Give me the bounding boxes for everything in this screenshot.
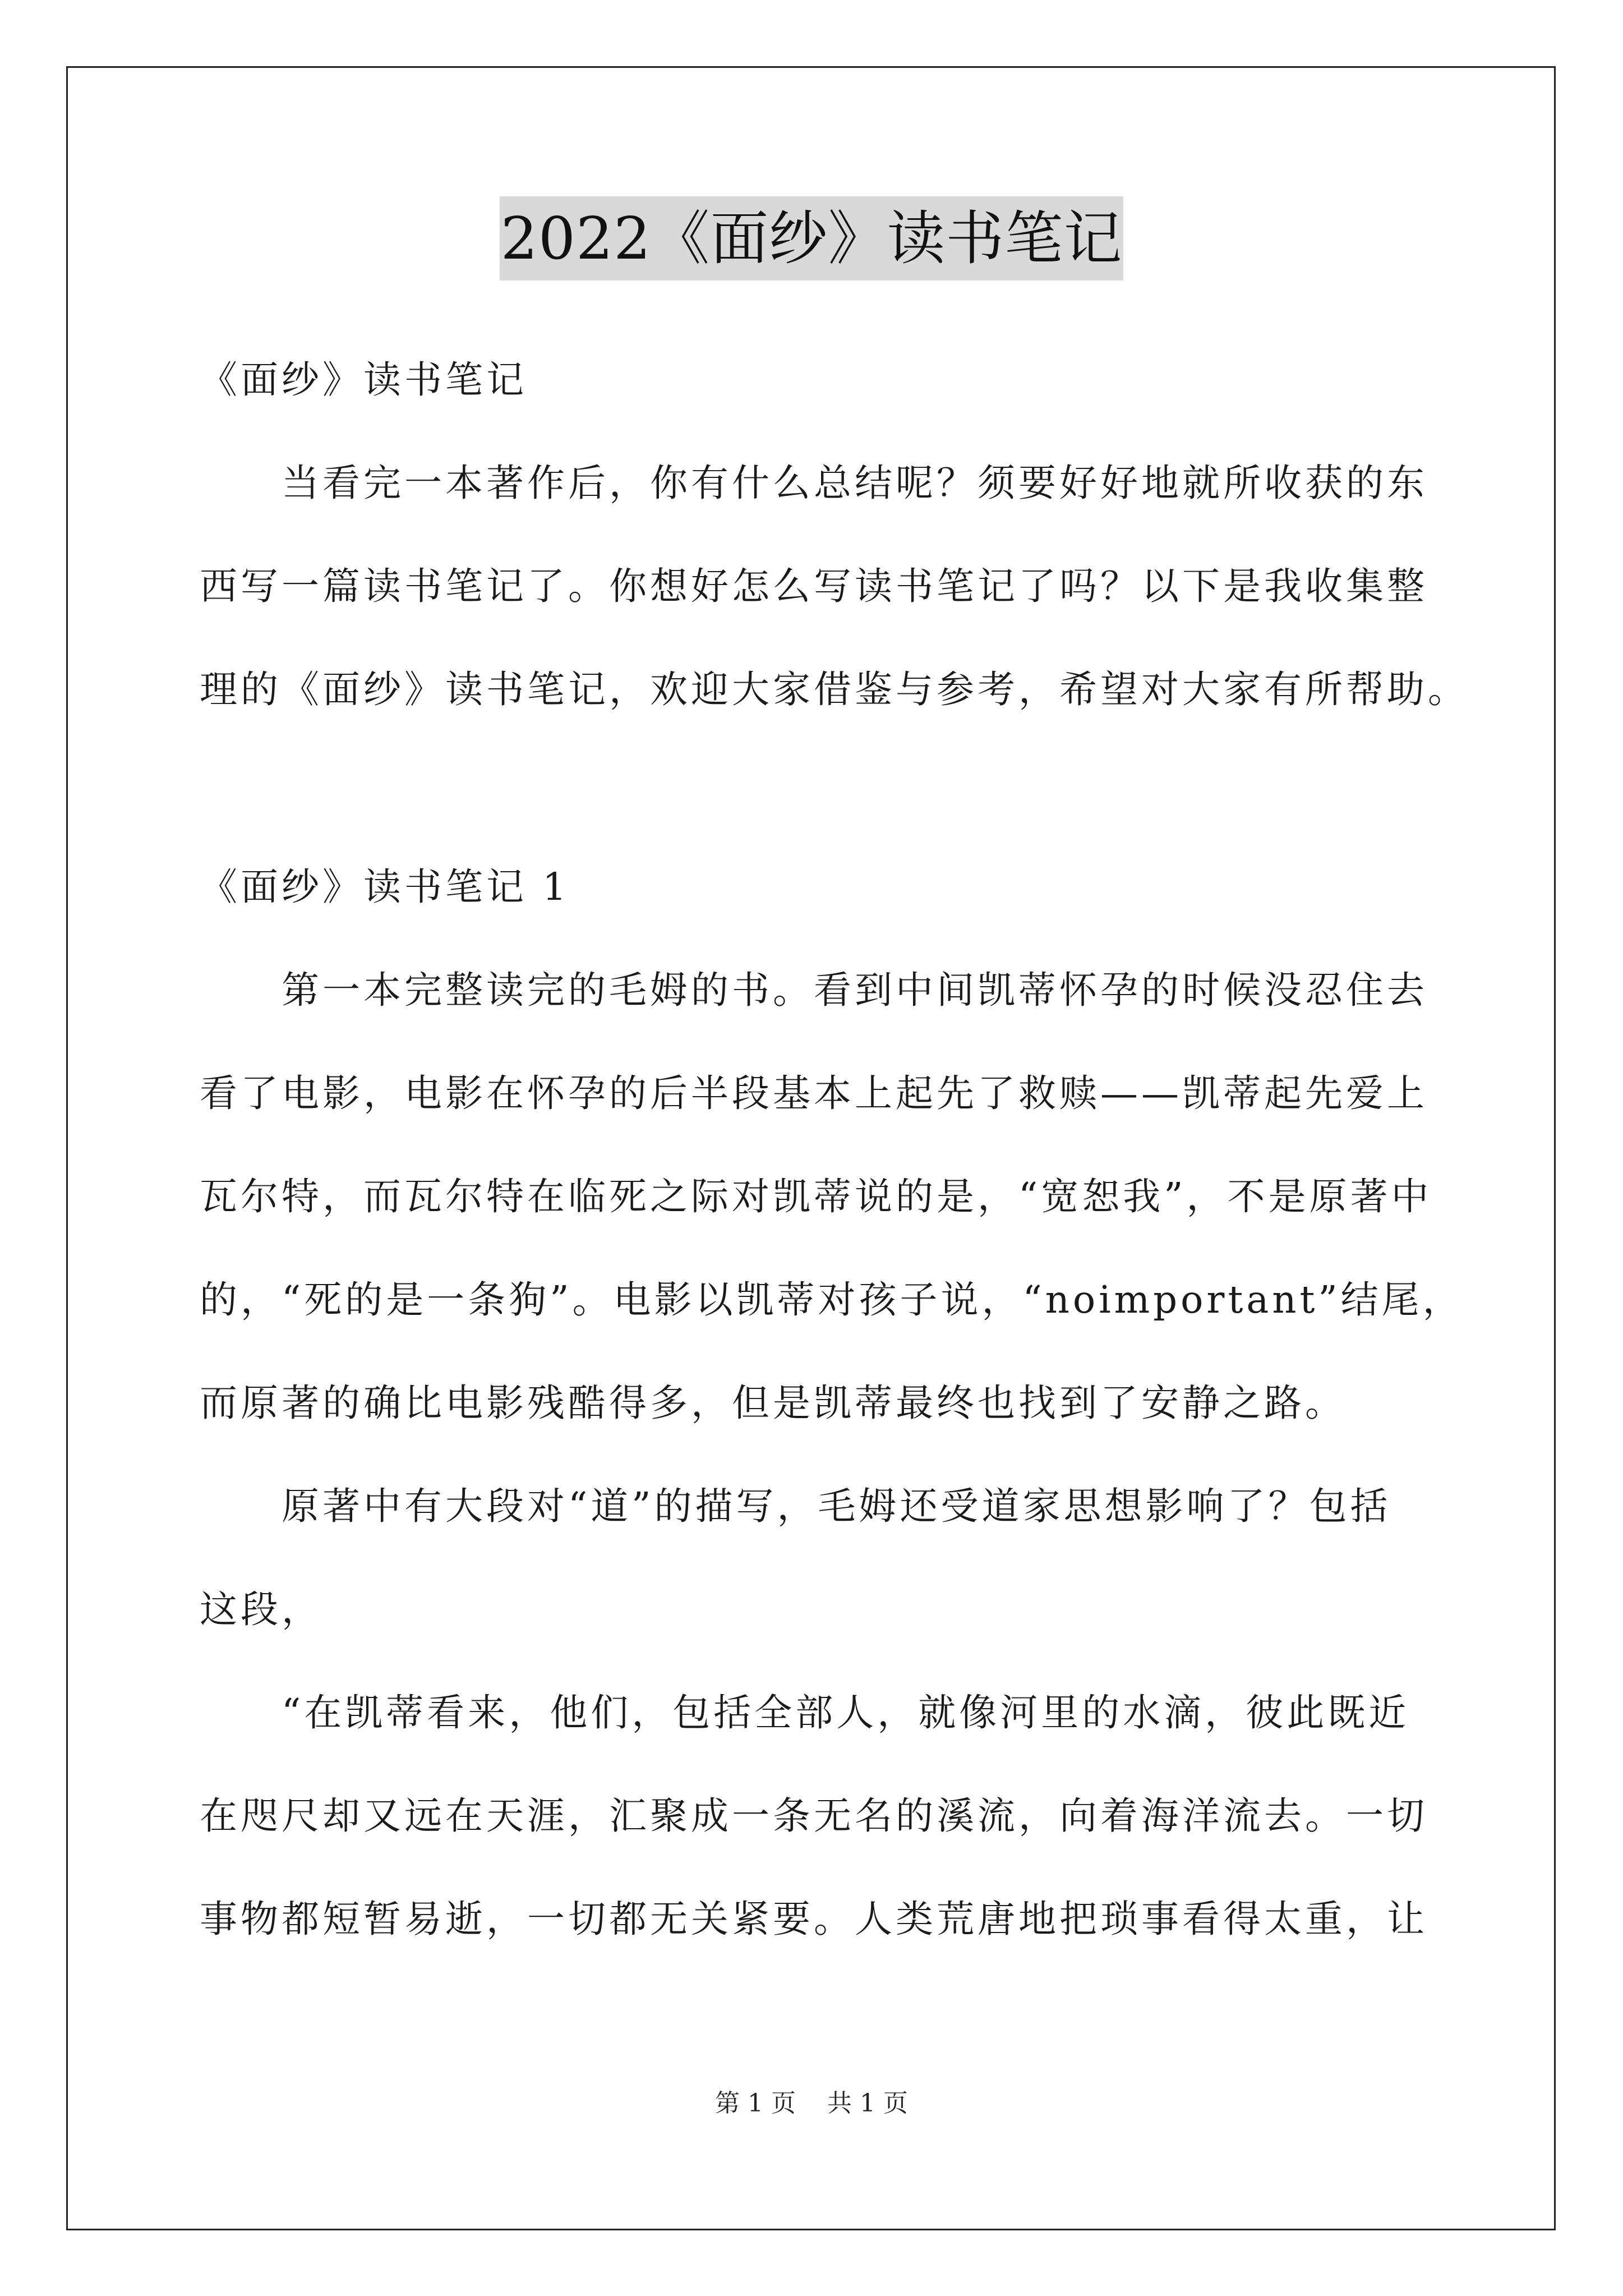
paragraph-line: 第一本完整读完的毛姆的书。看到中间凯蒂怀孕的时候没忍住去	[282, 968, 1428, 1012]
quote-line: 在咫尺却又远在天涯，汇聚成一条无名的溪流，向着海洋流去。一切	[200, 1794, 1428, 1838]
document-title: 2022《面纱》读书笔记	[500, 196, 1124, 280]
document-body	[200, 328, 1469, 1971]
paragraph-line: 的，“死的是一条狗”。电影以凯蒂对孩子说，“noimportant”结尾，	[200, 1278, 1464, 1322]
intro-line: 西写一篇读书笔记了。你想好怎么写读书笔记了吗？以下是我收集整	[200, 564, 1428, 608]
page-number-footer: 第 1 页 共 1 页	[715, 2089, 908, 2118]
section-heading: 《面纱》读书笔记 1	[200, 865, 570, 909]
intro-line: 当看完一本著作后，你有什么总结呢？须要好好地就所收获的东	[282, 461, 1428, 505]
quote-line: 事物都短暂易逝，一切都无关紧要。人类荒唐地把琐事看得太重，让	[200, 1897, 1428, 1941]
paragraph-line: 瓦尔特，而瓦尔特在临死之际对凯蒂说的是，“宽恕我”，不是原著中	[200, 1175, 1432, 1218]
paragraph-line: 而原著的确比电影残酷得多，但是凯蒂最终也找到了安静之路。	[200, 1381, 1346, 1425]
intro-line: 理的《面纱》读书笔记，欢迎大家借鉴与参考，希望对大家有所帮助。	[200, 668, 1469, 711]
section-spacer	[200, 741, 1456, 835]
quote-line: “在凯蒂看来，他们，包括全部人，就像河里的水滴，彼此既近	[282, 1691, 1410, 1734]
title-container	[0, 196, 1623, 280]
paragraph-line: 看了电影，电影在怀孕的后半段基本上起先了救赎——凯蒂起先爱上	[200, 1071, 1428, 1115]
paragraph-line: 原著中有大段对“道”的描写，毛姆还受道家思想影响了？包括	[282, 1484, 1391, 1528]
paragraph-line: 这段，	[200, 1588, 322, 1631]
subtitle: 《面纱》读书笔记	[200, 358, 527, 402]
